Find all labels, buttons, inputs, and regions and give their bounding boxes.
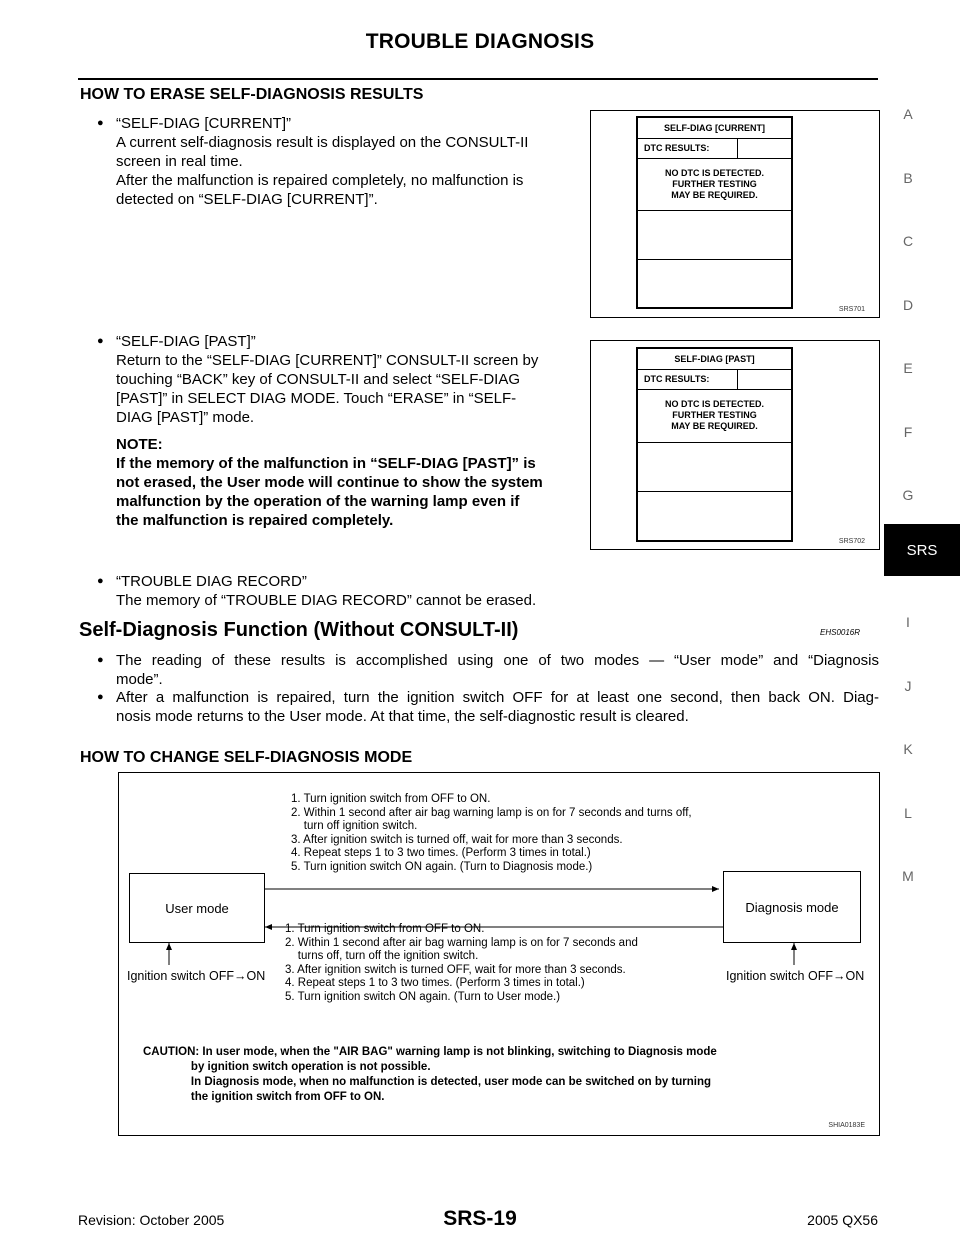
tab-k[interactable]: K [903,741,913,757]
note-line: malfunction by the operation of the warning lamp even if [116,493,520,510]
figure-self-diag-current [590,110,880,318]
diagnosis-mode-box [723,871,861,943]
note-line: If the memory of the malfunction in “SELF-DIAG [PAST]” is [116,455,536,472]
text-line: mode”. [116,671,163,688]
lower-steps: 1. Turn ignition switch from OFF to ON. 2. Within 1 second after air bag warning lamp is on for 7 seconds and turns off, turn off the ignition switch. 3. After ignition switch is turned OFF, wait for more than 3 seconds. 4. Repeat steps 1 to 3 two times. (Perform 3 times in total.) 5. Turn ignition switch ON again. (Turn to User mode.) [285,923,638,1003]
bullet-title: “SELF-DIAG [PAST]” [116,333,256,350]
figure-mode-change-diagram [118,772,880,1136]
tab-srs-active[interactable]: SRS [884,524,960,576]
text-line: The memory of “TROUBLE DIAG RECORD” cannot be erased. [116,592,537,609]
tab-j[interactable]: J [904,678,912,694]
bullet-trouble-diag-record [116,572,676,610]
upper-steps: 1. Turn ignition switch from OFF to ON. 2. Within 1 second after air bag warning lamp is on for 7 seconds and turns off, turn off ignition switch. 3. After ignition switch is turned off, wait for more than 3 seconds. 4. Repeat steps 1 to 3 two times. (Perform 3 times in total.) 5. Turn ignition switch ON again. (Turn to Diagnosis mode.) [291,793,692,873]
caution-text: CAUTION: In user mode, when the "AIR BAG" warning lamp is not blinking, switching to Diagnosis mode by ignition switch operation is not possible. In Diagnosis mode, when no malfunction is detected, user mode can be switched on by turning the ignition switch from OFF to ON. [143,1046,717,1103]
ignition-label-right: Ignition switch OFF→ON [726,969,865,983]
text-line: After the malfunction is repaired completely, no malfunction is [116,172,524,189]
bullet-title: “SELF-DIAG [CURRENT]” [116,115,292,132]
section-heading-change-mode: HOW TO CHANGE SELF-DIAGNOSIS MODE [80,749,413,766]
section-heading-erase: HOW TO ERASE SELF-DIAGNOSIS RESULTS [80,86,424,103]
text-line: detected on “SELF-DIAG [CURRENT]”. [116,191,378,208]
page-number: SRS-19 [443,1207,517,1230]
tab-m[interactable]: M [902,868,914,884]
bullet-reading-modes [116,651,879,689]
tab-d[interactable]: D [902,297,914,313]
text-line: [PAST]” in SELECT DIAG MODE. Touch “ERASE” in “SELF- [116,390,517,407]
consult-screen [636,116,793,309]
tab-g[interactable]: G [902,487,914,503]
figure-self-diag-past [590,340,880,550]
divider [638,259,791,260]
diagnosis-mode-label: Diagnosis mode [745,899,839,915]
user-mode-label: User mode [165,900,229,916]
bullet-icon: ● [97,691,104,703]
dtc-results-label: DTC RESULTS: [638,138,738,159]
text-line: DIAG [PAST]” mode. [116,409,255,426]
divider [638,491,791,492]
tab-l[interactable]: L [904,805,912,821]
note-line: the malfunction is repaired completely. [116,512,394,529]
text-line: A current self-diagnosis result is displayed on the CONSULT-II [116,134,529,151]
tab-c[interactable]: C [902,233,914,249]
title-rule [78,78,878,80]
dtc-results-label: DTC RESULTS: [638,369,738,390]
divider [738,389,791,390]
page-title: TROUBLE DIAGNOSIS [365,30,595,53]
bullet-after-repair [116,688,879,726]
text-line: touching “BACK” key of CONSULT-II and select “SELF-DIAG [116,371,521,388]
text-line: Return to the “SELF-DIAG [CURRENT]” CONSULT-II screen by [116,352,539,369]
bullet-self-diag-current [116,114,584,209]
divider [638,210,791,211]
divider [638,442,791,443]
text-line: screen in real time. [116,153,243,170]
revision-date: Revision: October 2005 [78,1212,225,1228]
tab-a[interactable]: A [903,106,913,122]
figure-code: SRS702 [838,538,865,545]
section-code: EHS0016R [820,628,861,637]
bullet-self-diag-past [116,332,584,530]
figure-code: SHIA0183E [828,1122,865,1129]
tab-f[interactable]: F [903,424,913,440]
bullet-icon: ● [97,335,104,347]
text-line: The reading of these results is accomplished using one of two modes — “User mode” and “Diagnosis [116,652,879,669]
text-line: nosis mode returns to the User mode. At that time, the self-diagnostic result is cleared. [116,708,689,725]
tab-e[interactable]: E [903,360,913,376]
bullet-icon: ● [97,117,104,129]
section-heading-self-diagnosis: Self-Diagnosis Function (Without CONSULT-II) [79,619,519,641]
divider [738,158,791,159]
bullet-icon: ● [97,654,104,666]
screen-title: SELF-DIAG [PAST] [638,349,791,370]
bullet-title: “TROUBLE DIAG RECORD” [116,573,307,590]
note-line: not erased, the User mode will continue to show the system [116,474,543,491]
note-label: NOTE: [116,436,163,453]
consult-screen [636,347,793,542]
figure-code: SRS701 [838,306,865,313]
text-line: After a malfunction is repaired, turn the ignition switch OFF for at least one second, then back ON. Diag- [116,689,879,706]
screen-title: SELF-DIAG [CURRENT] [638,118,791,139]
tab-i[interactable]: I [906,614,910,630]
user-mode-box [129,873,265,943]
screen-message: NO DTC IS DETECTED. FURTHER TESTING MAY BE REQUIRED. [664,399,764,431]
bullet-icon: ● [97,575,104,587]
model-year: 2005 QX56 [807,1212,878,1228]
tab-b[interactable]: B [903,170,913,186]
screen-message: NO DTC IS DETECTED. FURTHER TESTING MAY BE REQUIRED. [664,168,764,200]
ignition-label-left: Ignition switch OFF→ON [127,969,266,983]
